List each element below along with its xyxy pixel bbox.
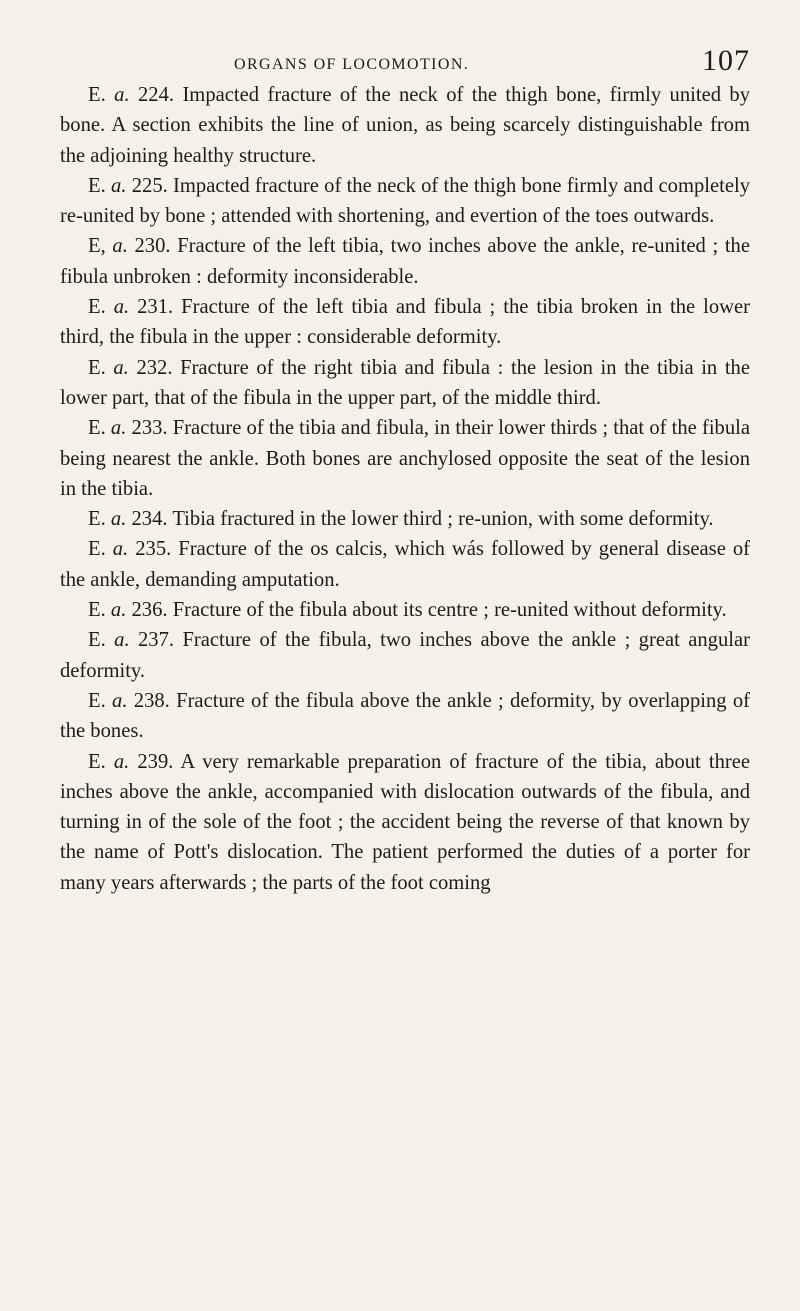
entry-letter: a.: [114, 629, 130, 652]
entry-number: 231.: [137, 296, 174, 319]
entry-number: 236.: [131, 599, 168, 622]
entry-prefix: E.: [88, 508, 106, 531]
catalogue-entry: [60, 747, 750, 898]
entry-letter: a.: [112, 235, 128, 258]
entry-prefix: E.: [88, 750, 106, 773]
entry-prefix: E.: [88, 538, 106, 561]
entry-letter: a.: [113, 356, 129, 379]
entry-letter: a.: [110, 417, 127, 440]
entry-text: Fracture of the left tibia, two inches above the ankle, re-united ; the fibula unbroken : deformity inconsiderable.: [60, 235, 750, 288]
entry-prefix: E.: [88, 356, 106, 379]
catalogue-entry: [60, 353, 750, 414]
running-title: ORGANS OF LOCOMOTION.: [234, 56, 470, 73]
entry-prefix: E.: [88, 629, 106, 652]
entry-number: 238.: [133, 689, 170, 712]
catalogue-entry: [60, 504, 750, 534]
entry-text: Impacted fracture of the neck of the thigh bone, firmly united by bone. A section exhibits the line of union, as being scarcely distinguishable from the adjoining healthy structure.: [60, 84, 750, 167]
catalogue-entry: [60, 80, 750, 171]
entry-prefix: E.: [88, 84, 106, 106]
entry-text: A very remarkable preparation of fracture of the tibia, about three inches above the ankle, accompanied with dislocation outwards of the fibula, and turning in of the sole of the foot ; the accident being the reverse of that known by the name of Pott's dislocation. The patient performed the duties of a porter for many years afterwards ; the parts of the foot coming: [60, 750, 751, 894]
entry-number: 234.: [131, 508, 168, 531]
catalogue-entry: [60, 292, 750, 353]
entry-text: Fracture of the tibia and fibula, in their lower thirds ; that of the fibula being nearest the ankle. Both bones are anchylosed opposite the seat of the lesion in the tibia.: [60, 417, 750, 500]
entry-number: 239.: [137, 750, 174, 773]
catalogue-entry: [60, 686, 750, 747]
entry-letter: a.: [113, 296, 130, 319]
page-number: 107: [702, 44, 750, 77]
entry-number: 237.: [138, 629, 175, 652]
entry-number: 233.: [131, 417, 168, 440]
catalogue-entry: [60, 171, 750, 232]
entry-letter: a.: [112, 538, 129, 561]
entry-text: Fracture of the fibula above the ankle ; deformity, by overlapping of the bones.: [60, 689, 751, 743]
entry-letter: a.: [110, 508, 127, 531]
entry-text: Fracture of the left tibia and fibula ; the tibia broken in the lower third, the fibula in the upper : considerable deformity.: [60, 296, 751, 349]
entry-letter: a.: [112, 689, 128, 712]
entry-text: Fracture of the os calcis, which wás followed by general disease of the ankle, demanding amputation.: [60, 538, 750, 591]
entry-number: 224.: [138, 84, 175, 106]
entry-letter: a.: [111, 174, 127, 197]
catalogue-entry: [60, 534, 750, 595]
catalogue-entries: [60, 80, 750, 898]
entry-number: 230.: [134, 235, 171, 258]
entry-letter: a.: [110, 599, 127, 622]
catalogue-entry: [60, 413, 750, 504]
entry-number: 232.: [136, 356, 173, 379]
entry-letter: a.: [114, 84, 130, 106]
entry-prefix: E.: [88, 599, 106, 622]
entry-number: 235.: [135, 538, 172, 561]
entry-text: Fracture of the fibula, two inches above the ankle ; great angular deformity.: [60, 629, 750, 682]
entry-prefix: E.: [88, 689, 106, 712]
entry-text: Fracture of the right tibia and fibula : the lesion in the tibia in the lower part, that of the fibula in the upper part, of the middle third.: [60, 356, 750, 409]
page-header: [60, 44, 750, 84]
entry-prefix: E.: [88, 417, 106, 440]
entry-prefix: E.: [88, 174, 106, 197]
catalogue-entry: [60, 595, 750, 625]
entry-text: Tibia fractured in the lower third ; re-union, with some deformity.: [172, 508, 714, 531]
entry-number: 225.: [131, 174, 168, 197]
catalogue-entry: [60, 231, 750, 292]
entry-prefix: E,: [88, 235, 106, 258]
entry-letter: a.: [113, 750, 130, 773]
catalogue-entry: [60, 625, 750, 686]
entry-text: Fracture of the fibula about its centre ; re-united without deformity.: [172, 599, 727, 622]
entry-prefix: E.: [88, 296, 106, 319]
entry-text: Impacted fracture of the neck of the thigh bone firmly and completely re-united by bone ; attended with shortening, and evertion of the toes outwards.: [60, 174, 751, 228]
